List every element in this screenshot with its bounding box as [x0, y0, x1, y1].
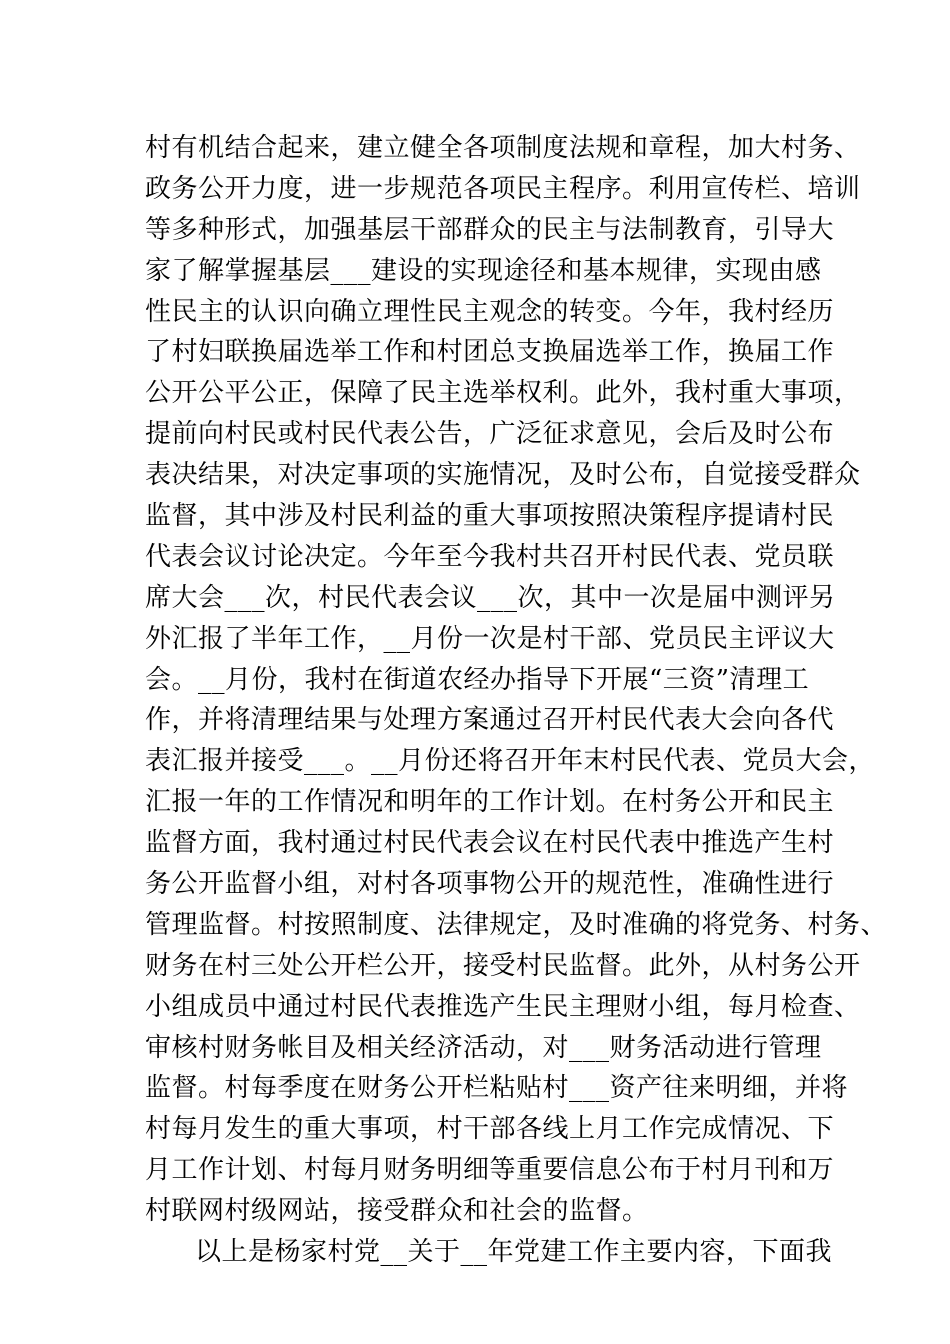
text-line: 表决结果，对决定事项的实施情况，及时公布，自觉接受群众 — [145, 460, 861, 491]
text-line: 监督方面，我村通过村民代表会议在村民代表中推选产生村 — [145, 828, 835, 859]
text-line: 村有机结合起来，建立健全各项制度法规和章程，加大村务、 — [145, 133, 861, 163]
text-line: 性民主的认识向确立理性民主观念的转变。今年，我村经历 — [145, 296, 835, 327]
text-line: 监督，其中涉及村民利益的重大事项按照决策程序提请村民 — [145, 501, 835, 532]
text-line: 代表会议讨论决定。今年至今我村共召开村民代表、党员联 — [145, 541, 835, 572]
text-line: 等多种形式，加强基层干部群众的民主与法制教育，引导大 — [145, 214, 835, 245]
text-line: 管理监督。村按照制度、法律规定，及时准确的将党务、村务、 — [145, 909, 888, 940]
text-line: 家了解掌握基层___建设的实现途径和基本规律，实现由感 — [145, 255, 822, 286]
text-line: 务公开监督小组，对村各项事物公开的规范性，准确性进行 — [145, 869, 835, 900]
text-line: 席大会___次，村民代表会议___次，其中一次是届中测评另 — [145, 582, 836, 613]
document-body — [145, 128, 888, 1273]
text-line: 财务在村三处公开栏公开，接受村民监督。此外，从村务公开 — [145, 950, 861, 981]
text-line-paragraph-start: 以上是杨家村党__关于__年党建工作主要内容，下面我 — [195, 1237, 833, 1268]
text-line: 政务公开力度，进一步规范各项民主程序。利用宣传栏、培训 — [145, 173, 861, 204]
text-line: 公开公平公正，保障了民主选举权利。此外，我村重大事项， — [145, 378, 861, 409]
text-line: 监督。村每季度在财务公开栏粘贴村___资产往来明细，并将 — [145, 1073, 849, 1104]
text-line: 村每月发生的重大事项，村干部各线上月工作完成情况、下 — [145, 1114, 835, 1145]
text-line: 月工作计划、村每月财务明细等重要信息公布于村月刊和万 — [145, 1155, 835, 1186]
text-line-paragraph-end: 村联网村级网站，接受群众和社会的监督。 — [145, 1196, 649, 1227]
text-line: 表汇报并接受___。__月份还将召开年末村民代表、党员大会， — [145, 746, 876, 777]
text-line: 提前向村民或村民代表公告，广泛征求意见，会后及时公布 — [145, 419, 835, 450]
text-line: 小组成员中通过村民代表推选产生民主理财小组，每月检查、 — [145, 991, 861, 1022]
text-line: 汇报一年的工作情况和明年的工作计划。在村务公开和民主 — [145, 787, 835, 818]
text-line: 作，并将清理结果与处理方案通过召开村民代表大会向各代 — [145, 705, 835, 736]
text-line: 审核村财务帐目及相关经济活动，对___财务活动进行管理 — [145, 1032, 822, 1063]
text-line: 外汇报了半年工作，__月份一次是村干部、党员民主评议大 — [145, 623, 835, 654]
text-line: 了村妇联换届选举工作和村团总支换届选举工作，换届工作 — [145, 337, 835, 368]
text-line: 会。__月份，我村在街道农经办指导下开展“三资”清理工 — [145, 664, 810, 695]
